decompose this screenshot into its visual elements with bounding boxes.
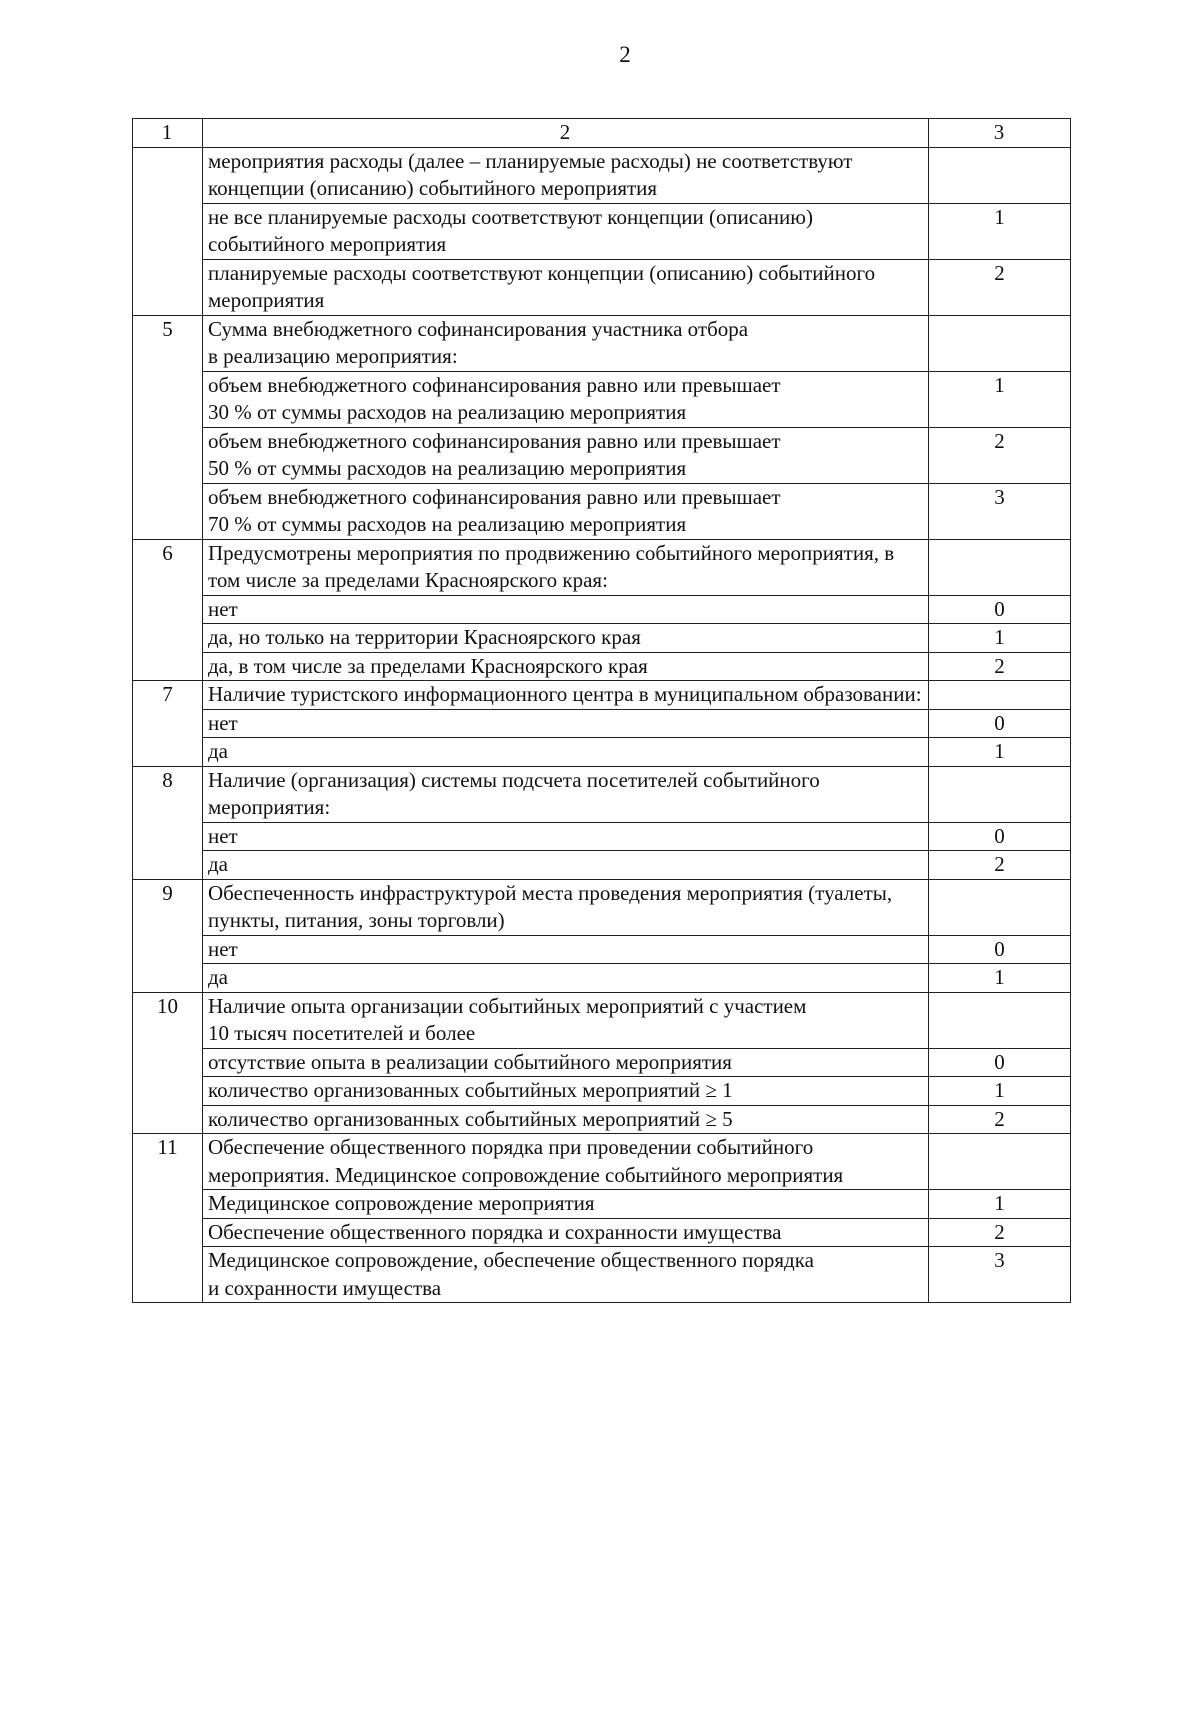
criterion-title: Наличие (организация) системы подсчета посетителей событийного мероприятия: — [203, 766, 929, 822]
table-row — [133, 1134, 1071, 1190]
score-cell — [929, 539, 1071, 595]
criterion-option: объем внебюджетного софинансирования равно или превышает 70 % от суммы расходов на реализацию мероприятия — [203, 483, 929, 539]
score-cell: 3 — [929, 1247, 1071, 1303]
criterion-option: нет — [203, 935, 929, 964]
score-cell — [929, 766, 1071, 822]
criterion-title: Предусмотрены мероприятия по продвижению событийного мероприятия, в том числе за пределами Красноярского края: — [203, 539, 929, 595]
criterion-option: нет — [203, 709, 929, 738]
criterion-option: да, в том числе за пределами Красноярского края — [203, 652, 929, 681]
score-cell: 1 — [929, 1077, 1071, 1106]
criterion-option: Медицинское сопровождение мероприятия — [203, 1190, 929, 1219]
criterion-title: Обеспеченность инфраструктурой места проведения мероприятия (туалеты, пункты, питания, зоны торговли) — [203, 879, 929, 935]
criterion-title: Наличие опыта организации событийных мероприятий с участием 10 тысяч посетителей и более — [203, 992, 929, 1048]
score-cell — [929, 315, 1071, 371]
table-row — [133, 652, 1071, 681]
table-row — [133, 738, 1071, 767]
score-cell: 2 — [929, 1218, 1071, 1247]
criterion-number: 11 — [133, 1134, 203, 1303]
score-cell — [929, 681, 1071, 710]
header-row — [133, 119, 1071, 148]
criterion-number: 9 — [133, 879, 203, 992]
criterion-title: Обеспечение общественного порядка при проведении событийного мероприятия. Медицинское сопровождение событийного мероприятия — [203, 1134, 929, 1190]
score-cell — [929, 879, 1071, 935]
criterion-option: количество организованных событийных мероприятий ≥ 5 — [203, 1105, 929, 1134]
criteria-table — [132, 118, 1071, 1303]
criterion-number: 6 — [133, 539, 203, 681]
criterion-option: планируемые расходы соответствуют концепции (описанию) событийного мероприятия — [203, 259, 929, 315]
criterion-option: да — [203, 964, 929, 993]
criterion-title: Наличие туристского информационного центра в муниципальном образовании: — [203, 681, 929, 710]
table-row — [133, 822, 1071, 851]
score-cell: 0 — [929, 709, 1071, 738]
table-row — [133, 709, 1071, 738]
criterion-number: 7 — [133, 681, 203, 767]
criterion-option: не все планируемые расходы соответствуют концепции (описанию) событийного мероприятия — [203, 203, 929, 259]
table-row — [133, 1077, 1071, 1106]
table-row — [133, 879, 1071, 935]
criterion-option: объем внебюджетного софинансирования равно или превышает 50 % от суммы расходов на реализацию мероприятия — [203, 427, 929, 483]
score-cell: 3 — [929, 483, 1071, 539]
table-row — [133, 259, 1071, 315]
score-cell: 0 — [929, 935, 1071, 964]
score-cell: 1 — [929, 624, 1071, 653]
score-cell: 2 — [929, 259, 1071, 315]
criterion-number: 8 — [133, 766, 203, 879]
criterion-title: мероприятия расходы (далее – планируемые расходы) не соответствуют концепции (описанию) событийного мероприятия — [203, 147, 929, 203]
criterion-option: объем внебюджетного софинансирования равно или превышает 30 % от суммы расходов на реализацию мероприятия — [203, 371, 929, 427]
header-cell-2: 2 — [203, 119, 929, 148]
header-cell-1: 1 — [133, 119, 203, 148]
criterion-option: отсутствие опыта в реализации событийного мероприятия — [203, 1048, 929, 1077]
table-row — [133, 681, 1071, 710]
criterion-option: Обеспечение общественного порядка и сохранности имущества — [203, 1218, 929, 1247]
table-row — [133, 1048, 1071, 1077]
score-cell: 0 — [929, 1048, 1071, 1077]
table-row — [133, 1218, 1071, 1247]
criterion-option: да — [203, 851, 929, 880]
criterion-option: нет — [203, 595, 929, 624]
table-row — [133, 147, 1071, 203]
criterion-number — [133, 147, 203, 315]
table-row — [133, 371, 1071, 427]
table-row — [133, 315, 1071, 371]
criterion-option: нет — [203, 822, 929, 851]
header-cell-3: 3 — [929, 119, 1071, 148]
criterion-title: Сумма внебюджетного софинансирования участника отбора в реализацию мероприятия: — [203, 315, 929, 371]
criterion-option: да — [203, 738, 929, 767]
score-cell: 1 — [929, 203, 1071, 259]
table-row — [133, 1105, 1071, 1134]
criterion-number: 5 — [133, 315, 203, 539]
score-cell: 2 — [929, 851, 1071, 880]
table-row — [133, 539, 1071, 595]
table-row — [133, 1247, 1071, 1303]
table-row — [133, 624, 1071, 653]
score-cell — [929, 147, 1071, 203]
table-row — [133, 851, 1071, 880]
score-cell: 2 — [929, 427, 1071, 483]
table-row — [133, 595, 1071, 624]
score-cell: 0 — [929, 595, 1071, 624]
criterion-option: Медицинское сопровождение, обеспечение общественного порядка и сохранности имущества — [203, 1247, 929, 1303]
score-cell — [929, 1134, 1071, 1190]
table-row — [133, 935, 1071, 964]
score-cell: 1 — [929, 1190, 1071, 1219]
score-cell: 2 — [929, 652, 1071, 681]
page-number: 2 — [619, 42, 631, 67]
score-cell: 1 — [929, 964, 1071, 993]
table-row — [133, 1190, 1071, 1219]
score-cell: 2 — [929, 1105, 1071, 1134]
table-row — [133, 766, 1071, 822]
criterion-option: количество организованных событийных мероприятий ≥ 1 — [203, 1077, 929, 1106]
score-cell: 0 — [929, 822, 1071, 851]
table-row — [133, 992, 1071, 1048]
table-row — [133, 483, 1071, 539]
table-row — [133, 964, 1071, 993]
criterion-number: 10 — [133, 992, 203, 1134]
score-cell — [929, 992, 1071, 1048]
criteria-table-body — [133, 119, 1071, 1303]
score-cell: 1 — [929, 371, 1071, 427]
table-row — [133, 203, 1071, 259]
criterion-option: да, но только на территории Красноярского края — [203, 624, 929, 653]
table-row — [133, 427, 1071, 483]
score-cell: 1 — [929, 738, 1071, 767]
